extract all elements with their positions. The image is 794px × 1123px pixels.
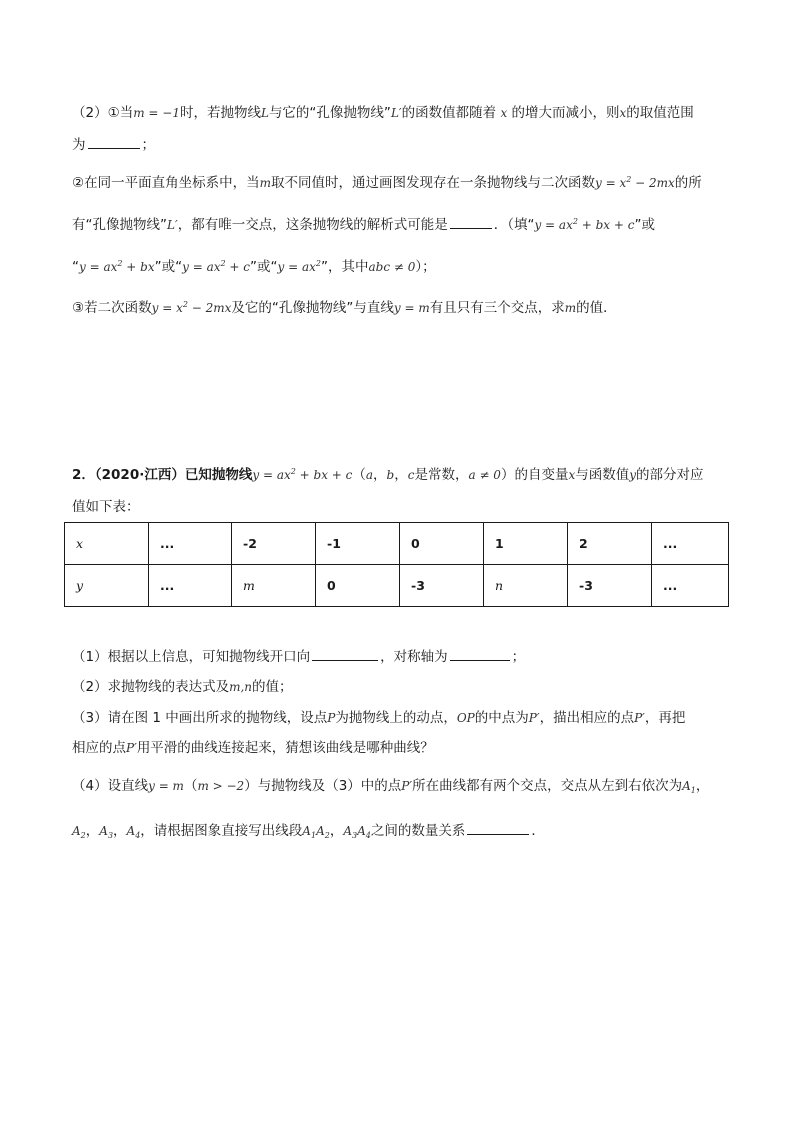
part2-q2-line1 <box>72 170 702 193</box>
answer-blank[interactable] <box>450 646 510 661</box>
text: ． <box>531 823 545 839</box>
math-b: b <box>386 468 395 482</box>
math-a: a <box>365 468 374 482</box>
text: 用平滑的曲线连接起来，猜想该曲线是哪种曲线？ <box>136 740 434 756</box>
table-row-x <box>65 523 729 565</box>
text: ）； <box>415 259 436 275</box>
problem2-s4-line2 <box>72 820 545 846</box>
text: ， <box>85 823 100 839</box>
problem2-s2 <box>72 677 293 697</box>
value-table <box>64 522 729 607</box>
text: ， <box>394 467 408 483</box>
math-form1: $y = ax^2$ + bx + c <box>534 217 635 232</box>
text: 的增大而减小，则 <box>511 105 620 121</box>
math-m: m <box>259 176 271 190</box>
math-form2: $y = ax^2$ + bx <box>79 259 155 274</box>
text: ”，其中 <box>321 259 369 275</box>
math-x: x <box>568 468 576 482</box>
problem2-intro-line2 <box>72 497 140 517</box>
text: 为抛物线上的动点， <box>335 710 457 726</box>
part2-q1-line2: 为 ； <box>72 134 155 155</box>
text: 的函数值都随着 <box>401 105 497 121</box>
text: ， <box>113 823 127 839</box>
math-A4: $A_4$ <box>126 824 141 840</box>
table-cell: ... <box>652 565 729 607</box>
text: ， <box>373 467 387 483</box>
math-P: P <box>327 711 336 725</box>
answer-blank[interactable] <box>450 214 492 229</box>
math-A3A4: $A_3A_4$ <box>343 824 371 840</box>
table-cell: 0 <box>316 565 400 607</box>
table-cell: 1 <box>484 523 568 565</box>
text: 的值． <box>576 300 617 316</box>
math-y-eq-m: y = m <box>148 779 184 793</box>
answer-blank[interactable] <box>88 134 140 149</box>
math-parabola: $y = ax^2$ + bx + c <box>252 467 353 482</box>
text: “ <box>72 259 79 275</box>
text: 之间的数量关系 <box>370 823 466 839</box>
text: ， <box>329 823 344 839</box>
text: 是常数， <box>414 467 469 483</box>
problem2-s1 <box>72 646 525 667</box>
math-A1: $A_1$ <box>682 779 696 795</box>
text: （2）求抛物线的表达式及 <box>72 679 230 695</box>
problem2-s4-line1 <box>72 776 709 801</box>
problem2-s3-line2 <box>72 738 434 758</box>
math-L: L <box>260 106 269 120</box>
text: （4）设直线 <box>72 778 149 794</box>
math-mn: m,n <box>229 680 253 694</box>
part2-q1-line1 <box>72 103 694 123</box>
part2-q2-line3 <box>72 254 436 277</box>
table-cell: ... <box>652 523 729 565</box>
math-m: m <box>564 301 577 315</box>
answer-blank[interactable] <box>467 820 529 835</box>
problem2-s3-line1 <box>72 708 685 728</box>
table-cell: -3 <box>400 565 484 607</box>
table-cell: -3 <box>568 565 652 607</box>
math-line: y = m <box>393 301 430 315</box>
text: ”或“ <box>250 259 278 275</box>
text: ）与抛物线及（3）中的点 <box>244 778 402 794</box>
text: 的取值范围 <box>626 105 694 121</box>
answer-blank[interactable] <box>312 646 378 661</box>
math-form4: $y = ax^2$ <box>277 259 321 274</box>
text: ③若二次函数 <box>72 300 152 316</box>
text: 的中点为 <box>474 710 529 726</box>
math-c: c <box>407 468 415 482</box>
table-cell: n <box>484 565 568 607</box>
text: 的值； <box>252 679 293 695</box>
math-A1A2: $A_1A_2$ <box>302 824 330 840</box>
text: ，再把 <box>644 710 686 726</box>
text: （ <box>352 467 366 483</box>
text: ， <box>695 778 710 794</box>
text: ．（填“ <box>493 217 535 233</box>
math-abc: abc ≠ 0 <box>368 260 416 274</box>
text: 有且只有三个交点，求 <box>429 300 565 316</box>
math-m-gt: m > −2 <box>197 779 245 793</box>
text: ）的自变量 <box>500 467 569 483</box>
table-header-y: y <box>65 565 149 607</box>
math-P-prime: P′ <box>528 711 540 725</box>
text: （ <box>183 778 198 794</box>
text: 时，若抛物线 <box>179 105 261 121</box>
text: 2．（2020·江西）已知抛物线 <box>72 467 253 483</box>
math-form3: $y = ax^2 + c$ <box>182 259 251 274</box>
text: ，都有唯一交点，这条抛物线的解析式可能是 <box>177 217 448 233</box>
text: （1）根据以上信息，可知抛物线开口向 <box>72 649 311 665</box>
table-cell: ... <box>149 523 232 565</box>
math-L-prime: L′ <box>390 106 402 120</box>
text: 有“孔像抛物线” <box>72 217 167 233</box>
table-cell: 2 <box>568 523 652 565</box>
text: ②在同一平面直角坐标系中，当 <box>72 175 260 191</box>
table-cell: -1 <box>316 523 400 565</box>
table-cell: ... <box>149 565 232 607</box>
math-x: x <box>619 106 627 120</box>
text: ； <box>511 649 526 665</box>
text: ，对称轴为 <box>380 649 448 665</box>
text: 所在曲线都有两个交点，交点从左到右依次为 <box>412 778 683 794</box>
problem2-intro-line1 <box>72 462 704 485</box>
text: 的所 <box>674 175 702 191</box>
math-y: y <box>629 468 637 482</box>
table-row-y <box>65 565 729 607</box>
table-cell: 0 <box>400 523 484 565</box>
text: （3）请在图 1 中画出所求的抛物线，设点 <box>72 710 328 726</box>
text: 的部分对应 <box>636 467 704 483</box>
table-header-x: x <box>65 523 149 565</box>
table-cell: m <box>232 565 316 607</box>
math-func: $y = x^2 - 2mx$ <box>151 300 232 315</box>
math-x: x <box>500 106 508 120</box>
text: ，描出相应的点 <box>539 710 635 726</box>
text: 值如下表： <box>72 499 140 515</box>
text: 及它的“孔像抛物线”与直线 <box>231 300 394 316</box>
math-P-prime: P′ <box>126 741 137 755</box>
text: 与函数值 <box>575 467 630 483</box>
text: 为 <box>72 137 86 153</box>
table-cell: -2 <box>232 523 316 565</box>
text: ”或 <box>634 217 655 233</box>
math-OP: OP <box>456 711 475 725</box>
math-L-prime: L′ <box>167 218 178 232</box>
part2-q2-line2 <box>72 212 655 235</box>
math-P-prime: P′ <box>634 711 645 725</box>
part2-q3-line1 <box>72 295 617 318</box>
math-m-eq: m = −1 <box>133 106 180 120</box>
math-P-prime: P′ <box>401 779 413 793</box>
math-func: $y = x^2 - 2mx$ <box>595 175 675 190</box>
text: 相应的点 <box>72 740 126 756</box>
math-A3: $A_3$ <box>99 824 114 840</box>
text: ”或“ <box>154 259 183 275</box>
text: 与它的“孔像抛物线” <box>268 105 391 121</box>
text: 取不同值时，通过画图发现存在一条抛物线与二次函数 <box>271 175 595 191</box>
text: （2）①当 <box>72 105 134 121</box>
text: ，请根据图象直接写出线段 <box>140 823 303 839</box>
math-a-nonzero: a ≠ 0 <box>468 468 501 482</box>
math-A2: $A_2$ <box>72 824 86 840</box>
